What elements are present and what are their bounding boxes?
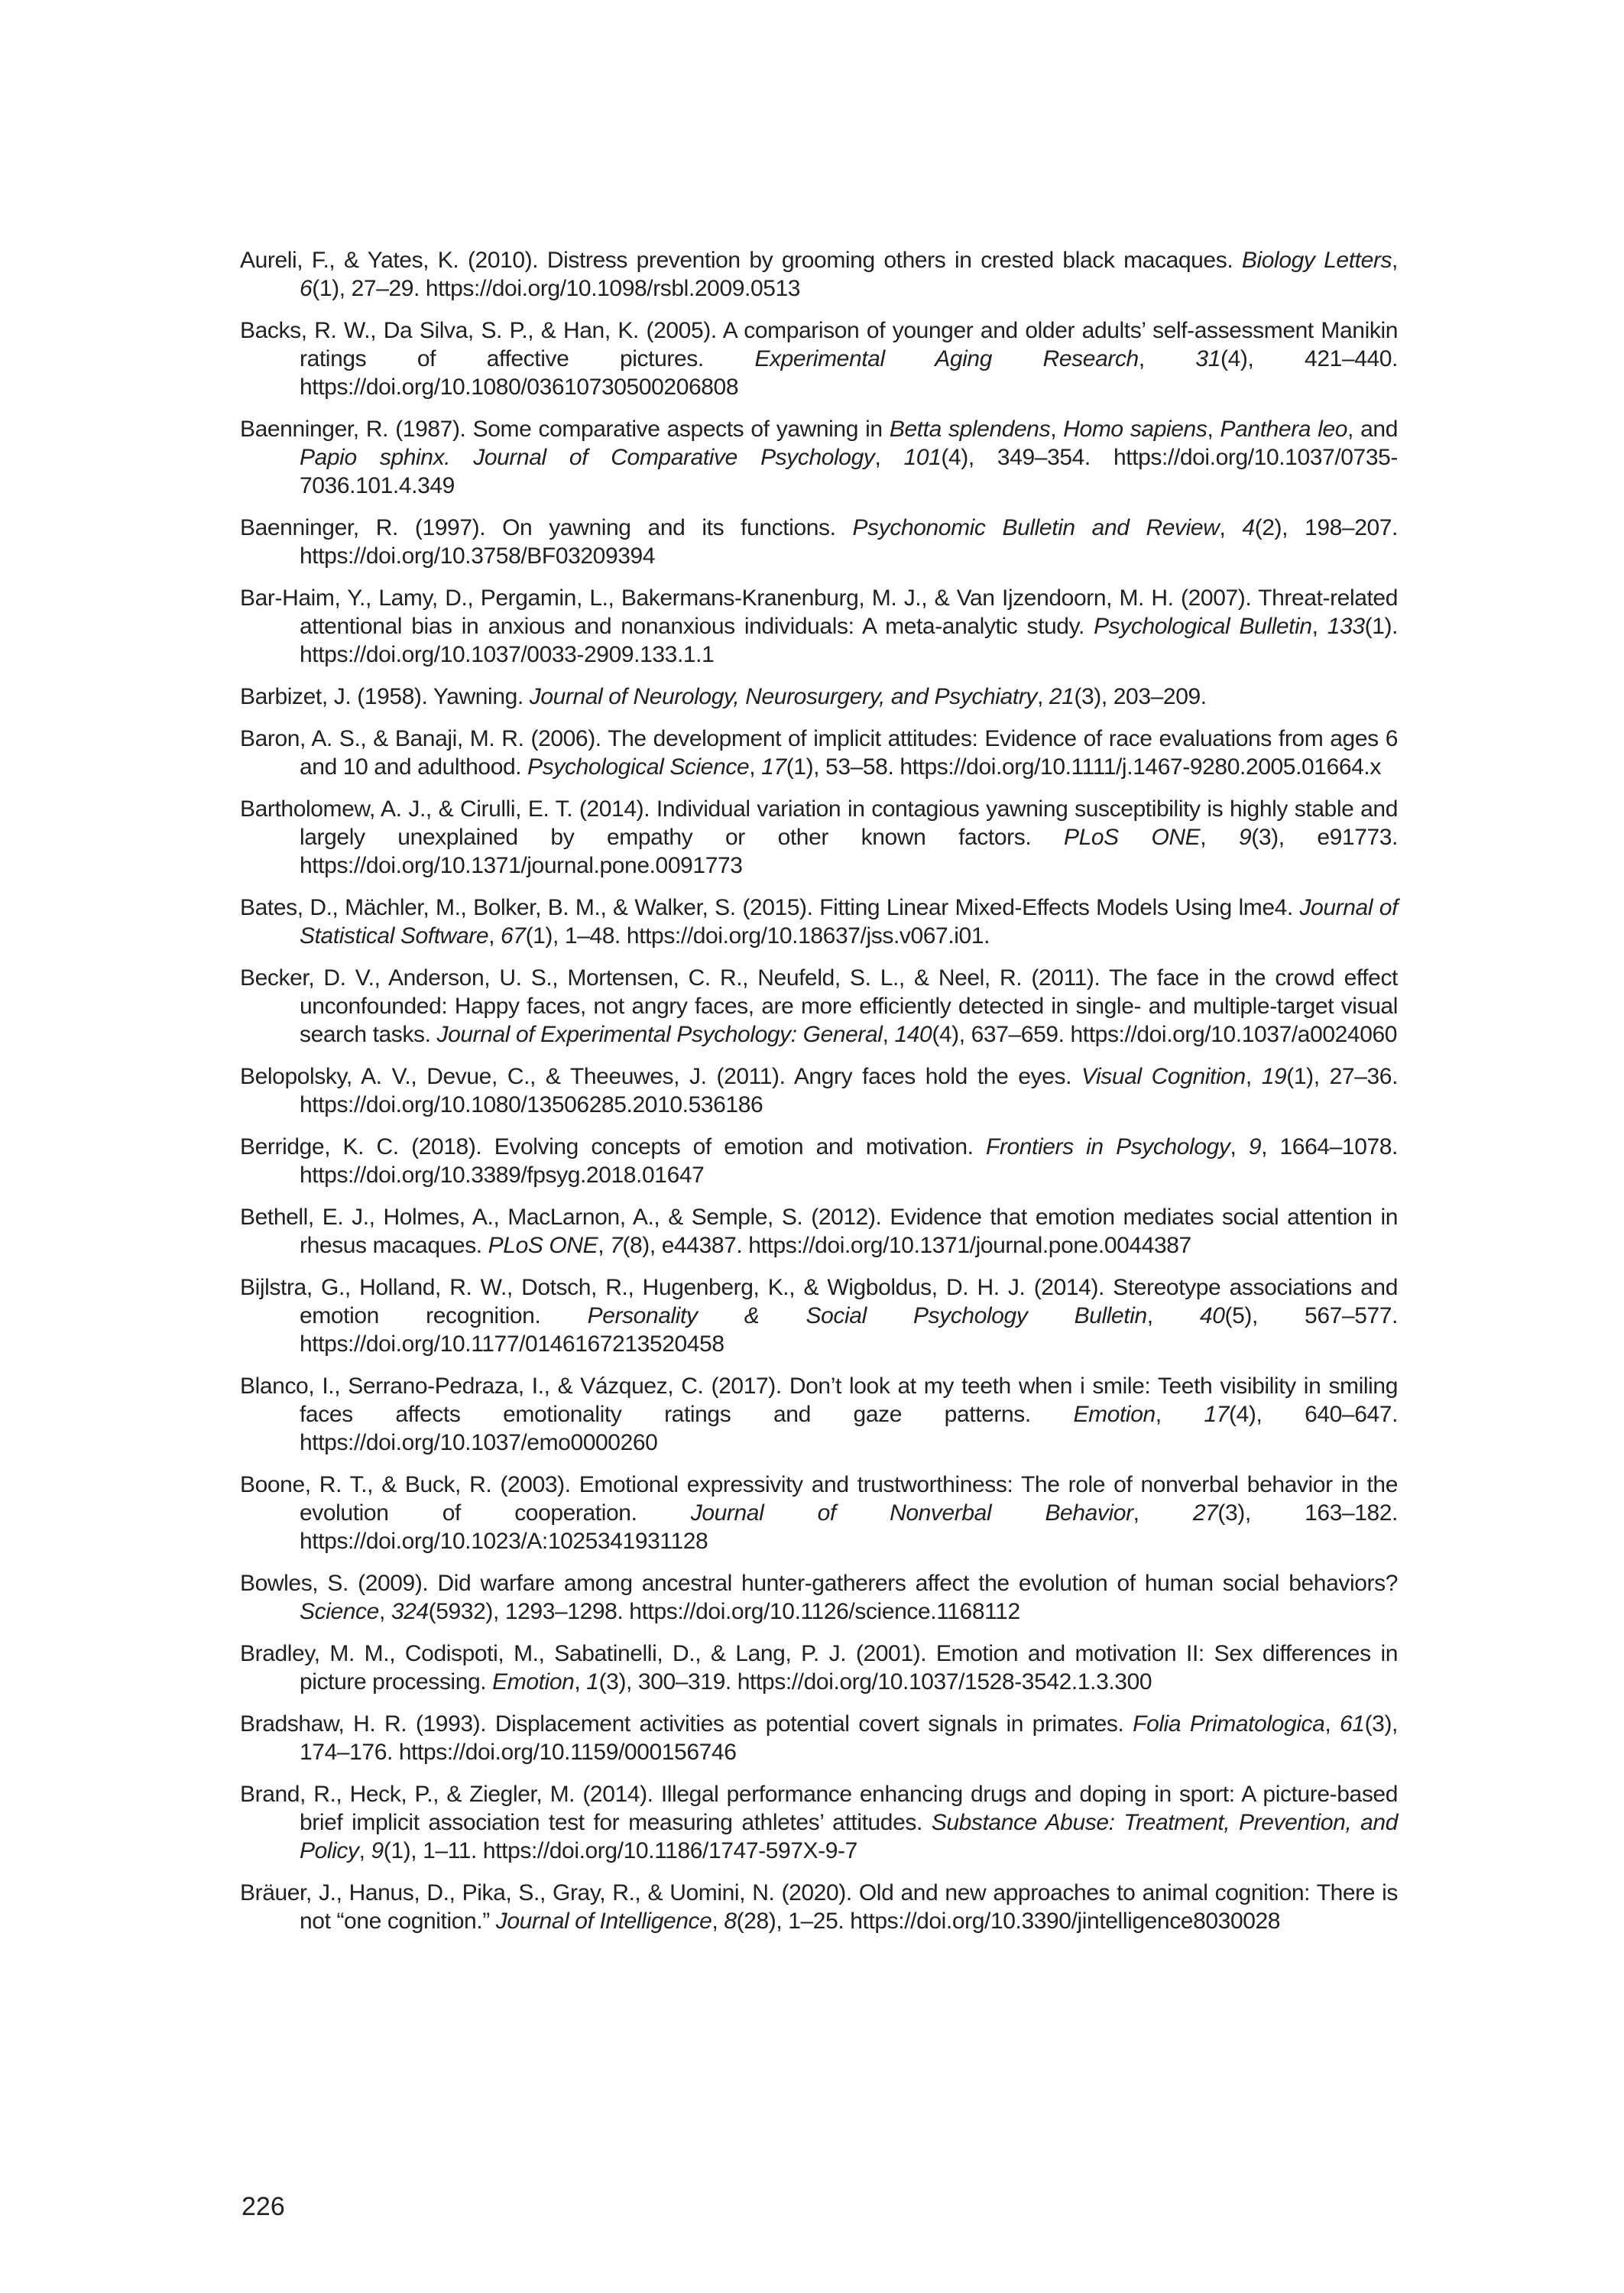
reference-italic-segment: 140 [894, 1022, 932, 1047]
reference-text-segment: , [882, 1022, 895, 1047]
reference-text-segment: , [874, 445, 904, 470]
reference-text-segment: Baenninger, R. (1987). Some comparative aspects of yawning in [240, 417, 890, 442]
reference-entry [240, 415, 1398, 500]
reference-text-segment: , [1138, 346, 1196, 371]
reference-italic-segment: 19 [1261, 1064, 1287, 1089]
reference-text-segment: (1), 1–48. https://doi.org/10.18637/jss.v067.i01. [525, 923, 990, 949]
reference-italic-segment: 9 [1248, 1134, 1262, 1159]
reference-italic-segment: 67 [500, 923, 526, 949]
reference-text-segment: (1). https://doi.org/10.1037/0033-2909.133.1.1 [300, 614, 1399, 667]
reference-text-segment: Boone, R. T., & Buck, R. (2003). Emotional expressivity and trustworthiness: The role of nonverbal behavior in the evolution of cooperation. [240, 1472, 1398, 1526]
reference-italic-segment: Psychological Science [527, 754, 750, 780]
reference-text-segment: (4), 421–440. https://doi.org/10.1080/03610730500206808 [300, 346, 1398, 400]
reference-text-segment: (4), 349–354. https://doi.org/10.1037/0735-7036.101.4.349 [300, 445, 1398, 498]
reference-text-segment: Bowles, S. (2009). Did warfare among ancestral hunter-gatherers affect the evolution of human social behaviors? [240, 1571, 1398, 1596]
reference-text-segment: Bradshaw, H. R. (1993). Displacement activities as potential covert signals in primates. [240, 1711, 1133, 1737]
reference-italic-segment: Experimental Aging Research [754, 346, 1139, 371]
reference-entry [240, 1569, 1398, 1626]
reference-italic-segment: 4 [1242, 515, 1255, 540]
reference-italic-segment: Panthera leo [1220, 417, 1348, 442]
reference-entry [240, 964, 1398, 1049]
reference-italic-segment: 17 [1204, 1402, 1229, 1427]
reference-italic-segment: Biology Letters [1241, 248, 1392, 273]
reference-text-segment: Bradley, M. M., Codispoti, M., Sabatinelli, D., & Lang, P. J. (2001). Emotion and motivation II: Sex differences in picture processing. [240, 1641, 1398, 1695]
reference-italic-segment: 17 [761, 754, 786, 780]
reference-italic-segment: Folia Primatologica [1133, 1711, 1325, 1737]
reference-entry [240, 683, 1398, 711]
reference-entry [240, 725, 1398, 781]
reference-italic-segment: 31 [1195, 346, 1220, 371]
reference-text-segment: , [1230, 1134, 1249, 1159]
reference-entry [240, 316, 1398, 401]
reference-text-segment: (1), 1–11. https://doi.org/10.1186/1747-597X-9-7 [383, 1838, 857, 1863]
reference-text-segment: Berridge, K. C. (2018). Evolving concepts of emotion and motivation. [240, 1134, 986, 1159]
reference-text-segment: , [1133, 1500, 1193, 1526]
page-number: 226 [241, 2192, 285, 2221]
reference-italic-segment: Psychological Bulletin [1094, 614, 1312, 639]
reference-text-segment: (5932), 1293–1298. https://doi.org/10.1126/science.1168112 [428, 1599, 1020, 1624]
reference-entry [240, 795, 1398, 880]
reference-italic-segment: 324 [391, 1599, 429, 1624]
reference-italic-segment: Visual Cognition [1081, 1064, 1246, 1089]
reference-italic-segment: 8 [724, 1909, 737, 1934]
reference-list [240, 246, 1398, 1949]
reference-text-segment: , [1155, 1402, 1204, 1427]
reference-text-segment: Bar-Haim, Y., Lamy, D., Pergamin, L., Bakermans-Kranenburg, M. J., & Van Ijzendoorn, M. H. (2007). Threat-related attentional bias in anxious and nonanxious individuals: A meta-analytic study. [240, 585, 1398, 639]
reference-text-segment: , [712, 1909, 724, 1934]
reference-text-segment: Bijlstra, G., Holland, R. W., Dotsch, R., Hugenberg, K., & Wigboldus, D. H. J. (2014). Stereotype associations and emotion recognition. [240, 1275, 1398, 1328]
reference-text-segment: (3), e91773. https://doi.org/10.1371/journal.pone.0091773 [300, 825, 1398, 878]
reference-italic-segment: PLoS ONE [488, 1233, 598, 1258]
reference-text-segment: , and [1347, 417, 1398, 442]
reference-text-segment: Bräuer, J., Hanus, D., Pika, S., Gray, R., & Uomini, N. (2020). Old and new approaches to animal cognition: There is not “one cognition.” [240, 1880, 1398, 1934]
reference-italic-segment: 101 [903, 445, 942, 470]
reference-text-segment: Baron, A. S., & Banaji, M. R. (2006). The development of implicit attitudes: Evidence of race evaluations from ages 6 and 10 and adulthood. [240, 726, 1398, 780]
reference-text-segment: (3), 174–176. https://doi.org/10.1159/000156746 [300, 1711, 1398, 1765]
reference-text-segment: Aureli, F., & Yates, K. (2010). Distress prevention by grooming others in crested black macaques. [240, 248, 1242, 273]
reference-italic-segment: Homo sapiens [1063, 417, 1207, 442]
reference-italic-segment: 7 [610, 1233, 623, 1258]
reference-entry [240, 1471, 1398, 1555]
reference-text-segment: Blanco, I., Serrano-Pedraza, I., & Vázquez, C. (2017). Don’t look at my teeth when i smile: Teeth visibility in smiling faces affects emotionality ratings and gaze patterns. [240, 1374, 1398, 1427]
reference-entry [240, 1372, 1398, 1457]
reference-italic-segment: Psychonomic Bulletin and Review [852, 515, 1220, 540]
reference-italic-segment: Papio sphinx. Journal of Comparative Psychology [300, 445, 875, 470]
reference-entry [240, 514, 1398, 570]
reference-text-segment: (28), 1–25. https://doi.org/10.3390/jintelligence8030028 [736, 1909, 1281, 1934]
reference-text-segment: Belopolsky, A. V., Devue, C., & Theeuwes, J. (2011). Angry faces hold the eyes. [240, 1064, 1081, 1089]
reference-text-segment: , [1324, 1711, 1340, 1737]
reference-text-segment: , [749, 754, 762, 780]
reference-italic-segment: Journal of Neurology, Neurosurgery, and Psychiatry [529, 684, 1037, 709]
reference-italic-segment: Frontiers in Psychology [985, 1134, 1230, 1159]
reference-text-segment: Brand, R., Heck, P., & Ziegler, M. (2014). Illegal performance enhancing drugs and doping in sport: A picture-based brief implicit association test for measuring athletes’ attitudes. [240, 1782, 1398, 1835]
reference-text-segment: Backs, R. W., Da Silva, S. P., & Han, K. (2005). A comparison of younger and older adults’ self-assessment Manikin ratings of affective pictures. [240, 318, 1398, 371]
reference-text-segment: Barbizet, J. (1958). Yawning. [240, 684, 530, 709]
reference-text-segment: Bethell, E. J., Holmes, A., MacLarnon, A., & Semple, S. (2012). Evidence that emotion mediates social attention in rhesus macaques. [240, 1205, 1398, 1258]
reference-italic-segment: PLoS ONE [1063, 825, 1201, 850]
reference-entry [240, 584, 1398, 669]
reference-italic-segment: Science [300, 1599, 379, 1624]
reference-italic-segment: 61 [1340, 1711, 1365, 1737]
reference-text-segment: Bates, D., Mächler, M., Bolker, B. M., & Walker, S. (2015). Fitting Linear Mixed-Effects Models Using lme4. [240, 895, 1300, 920]
reference-italic-segment: 9 [371, 1838, 384, 1863]
reference-text-segment: (5), 567–577. https://doi.org/10.1177/0146167213520458 [300, 1303, 1398, 1357]
reference-italic-segment: 9 [1238, 825, 1252, 850]
reference-entry [240, 246, 1398, 303]
reference-italic-segment: Journal of Statistical Software [300, 895, 1399, 949]
reference-text-segment: , [1207, 417, 1220, 442]
reference-text-segment: , [1392, 248, 1398, 273]
reference-italic-segment: Personality & Social Psychology Bulletin [587, 1303, 1147, 1328]
reference-text-segment: , [1036, 684, 1049, 709]
reference-entry [240, 1062, 1398, 1119]
reference-entry [240, 1273, 1398, 1358]
reference-italic-segment: 27 [1192, 1500, 1218, 1526]
reference-text-segment: (3), 203–209. [1074, 684, 1207, 709]
reference-text-segment: , [488, 923, 501, 949]
reference-text-segment: , [598, 1233, 611, 1258]
reference-text-segment: Baenninger, R. (1997). On yawning and its functions. [240, 515, 853, 540]
reference-italic-segment: 40 [1199, 1303, 1225, 1328]
reference-text-segment: (3), 300–319. https://doi.org/10.1037/1528-3542.1.3.300 [598, 1669, 1152, 1695]
reference-entry [240, 1710, 1398, 1766]
reference-italic-segment: 21 [1049, 684, 1075, 709]
reference-entry [240, 1780, 1398, 1865]
reference-text-segment: (2), 198–207. https://doi.org/10.3758/BF03209394 [300, 515, 1398, 569]
reference-entry [240, 894, 1398, 950]
reference-italic-segment: Journal of Nonverbal Behavior [690, 1500, 1133, 1526]
reference-text-segment: , [1200, 825, 1239, 850]
reference-text-segment: , [378, 1599, 391, 1624]
reference-text-segment: (4), 637–659. https://doi.org/10.1037/a0024060 [932, 1022, 1398, 1047]
reference-italic-segment: 6 [300, 276, 313, 301]
reference-text-segment: , [1219, 515, 1243, 540]
reference-italic-segment: Betta splendens [889, 417, 1051, 442]
reference-text-segment: , [1050, 417, 1064, 442]
reference-text-segment: (1), 27–36. https://doi.org/10.1080/13506285.2010.536186 [300, 1064, 1398, 1117]
reference-entry [240, 1879, 1398, 1935]
reference-text-segment: (4), 640–647. https://doi.org/10.1037/emo0000260 [300, 1402, 1398, 1455]
reference-text-segment: (3), 163–182. https://doi.org/10.1023/A:1025341931128 [300, 1500, 1398, 1554]
reference-text-segment: , [1245, 1064, 1262, 1089]
reference-italic-segment: 133 [1327, 614, 1365, 639]
reference-italic-segment: Emotion [492, 1669, 575, 1695]
reference-italic-segment: Emotion [1073, 1402, 1156, 1427]
reference-text-segment: (1), 53–58. https://doi.org/10.1111/j.1467-9280.2005.01664.x [786, 754, 1381, 780]
reference-entry [240, 1203, 1398, 1260]
reference-text-segment: (1), 27–29. https://doi.org/10.1098/rsbl.2009.0513 [312, 276, 801, 301]
reference-text-segment: , [1311, 614, 1327, 639]
reference-italic-segment: Journal of Intelligence [495, 1909, 712, 1934]
reference-text-segment: Bartholomew, A. J., & Cirulli, E. T. (2014). Individual variation in contagious yawning susceptibility is highly stable and largely unexplained by empathy or other known factors. [240, 796, 1398, 850]
reference-text-segment: , [358, 1838, 371, 1863]
reference-italic-segment: 1 [586, 1669, 599, 1695]
reference-text-segment: (8), e44387. https://doi.org/10.1371/journal.pone.0044387 [622, 1233, 1191, 1258]
reference-entry [240, 1133, 1398, 1189]
reference-text-segment: Becker, D. V., Anderson, U. S., Mortensen, C. R., Neufeld, S. L., & Neel, R. (2011). The face in the crowd effect unconfounded: Happy faces, not angry faces, are more efficiently detected in single- and multiple-target visual search tasks. [240, 965, 1398, 1047]
reference-entry [240, 1639, 1398, 1696]
reference-italic-segment: Journal of Experimental Psychology: General [436, 1022, 883, 1047]
reference-text-segment: , [574, 1669, 587, 1695]
reference-text-segment: , 1664–1078. https://doi.org/10.3389/fpsyg.2018.01647 [300, 1134, 1398, 1188]
reference-text-segment: , [1146, 1303, 1200, 1328]
reference-italic-segment: Substance Abuse: Treatment, Prevention, and Policy [300, 1810, 1398, 1863]
